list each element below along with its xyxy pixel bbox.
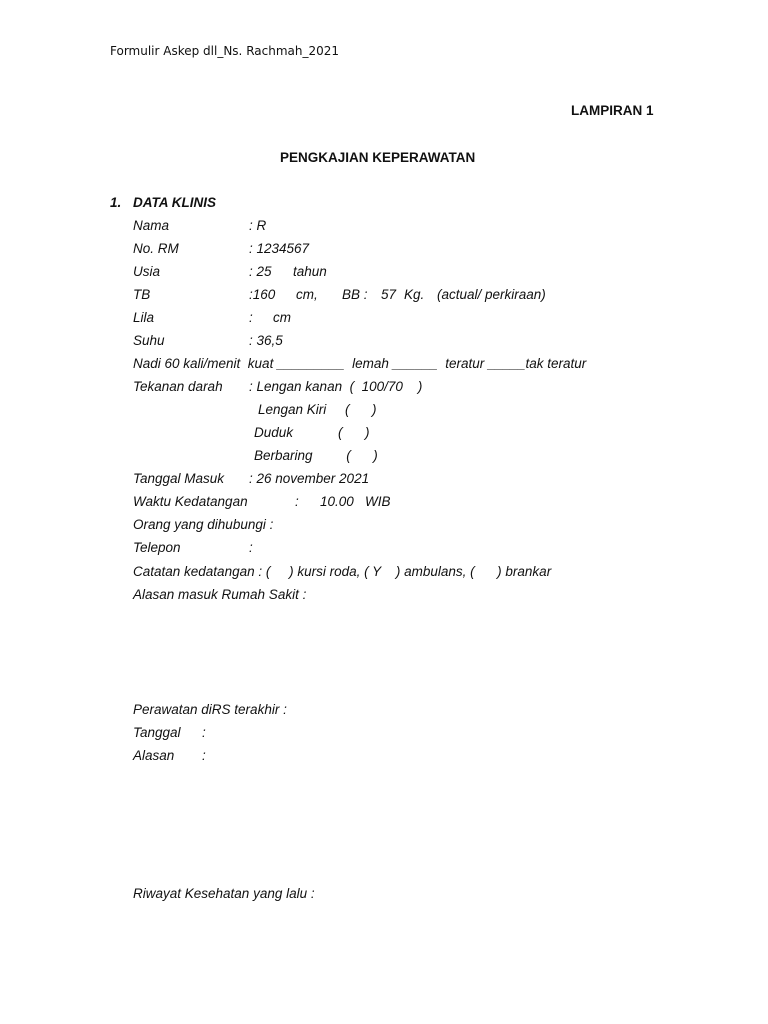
suhu-label: Suhu [133, 333, 165, 348]
lila-value: : [249, 310, 253, 325]
tanggal-value: : [202, 725, 206, 740]
bb-unit: Kg. [404, 287, 425, 302]
riwayat-kesehatan-label: Riwayat Kesehatan yang lalu : [133, 886, 315, 901]
bb-note: (actual/ perkiraan) [437, 287, 546, 302]
lila-label: Lila [133, 310, 155, 325]
nama-value: : R [249, 218, 267, 233]
no-rm-value: : 1234567 [249, 241, 310, 256]
tanggal-masuk-label: Tanggal Masuk [133, 471, 225, 486]
berbaring: Berbaring ( ) [254, 448, 378, 463]
no-rm-label: No. RM [133, 241, 179, 256]
bb-label: BB : [342, 287, 368, 302]
lengan-kanan: : Lengan kanan ( 100/70 ) [249, 379, 423, 394]
suhu-value: : 36,5 [249, 333, 283, 348]
tanggal-label: Tanggal [133, 725, 181, 740]
section-number: 1. [110, 195, 122, 210]
telepon-label: Telepon [133, 540, 181, 555]
tb-label: TB [133, 287, 151, 302]
waktu-kedatangan-label: Waktu Kedatangan [133, 494, 248, 509]
usia-value: : 25 [249, 264, 272, 279]
waktu-kedatangan-value: 10.00 WIB [320, 494, 391, 509]
waktu-kedatangan-colon: : [295, 494, 299, 509]
alasan-label: Alasan [133, 748, 175, 763]
tanggal-masuk-value: : 26 november 2021 [249, 471, 370, 486]
catatan-kedatangan: Catatan kedatangan : ( ) kursi roda, ( Y ) ambulans, ( ) brankar [133, 564, 552, 579]
nama-label: Nama [133, 218, 170, 233]
tb-unit: cm, [296, 287, 318, 302]
duduk: Duduk ( ) [254, 425, 370, 440]
page-title: PENGKAJIAN KEPERAWATAN [280, 150, 476, 165]
lampiran-label: LAMPIRAN 1 [571, 103, 654, 118]
tekanan-darah-label: Tekanan darah [133, 379, 223, 394]
usia-label: Usia [133, 264, 161, 279]
usia-unit: tahun [293, 264, 327, 279]
tb-value: :160 [249, 287, 276, 302]
telepon-value: : [249, 540, 253, 555]
document-header: Formulir Askep dll_Ns. Rachmah_2021 [110, 44, 340, 58]
perawatan-terakhir-label: Perawatan diRS terakhir : [133, 702, 287, 717]
alasan-value: : [202, 748, 206, 763]
orang-dihubungi-label: Orang yang dihubungi : [133, 517, 274, 532]
nadi-line: Nadi 60 kali/menit kuat _________ lemah ______ teratur _____tak teratur [133, 356, 587, 371]
alasan-masuk-label: Alasan masuk Rumah Sakit : [133, 587, 307, 602]
lila-unit: cm [273, 310, 291, 325]
lengan-kiri: Lengan Kiri ( ) [258, 402, 377, 417]
bb-value: 57 [381, 287, 397, 302]
section-title: DATA KLINIS [133, 195, 216, 210]
